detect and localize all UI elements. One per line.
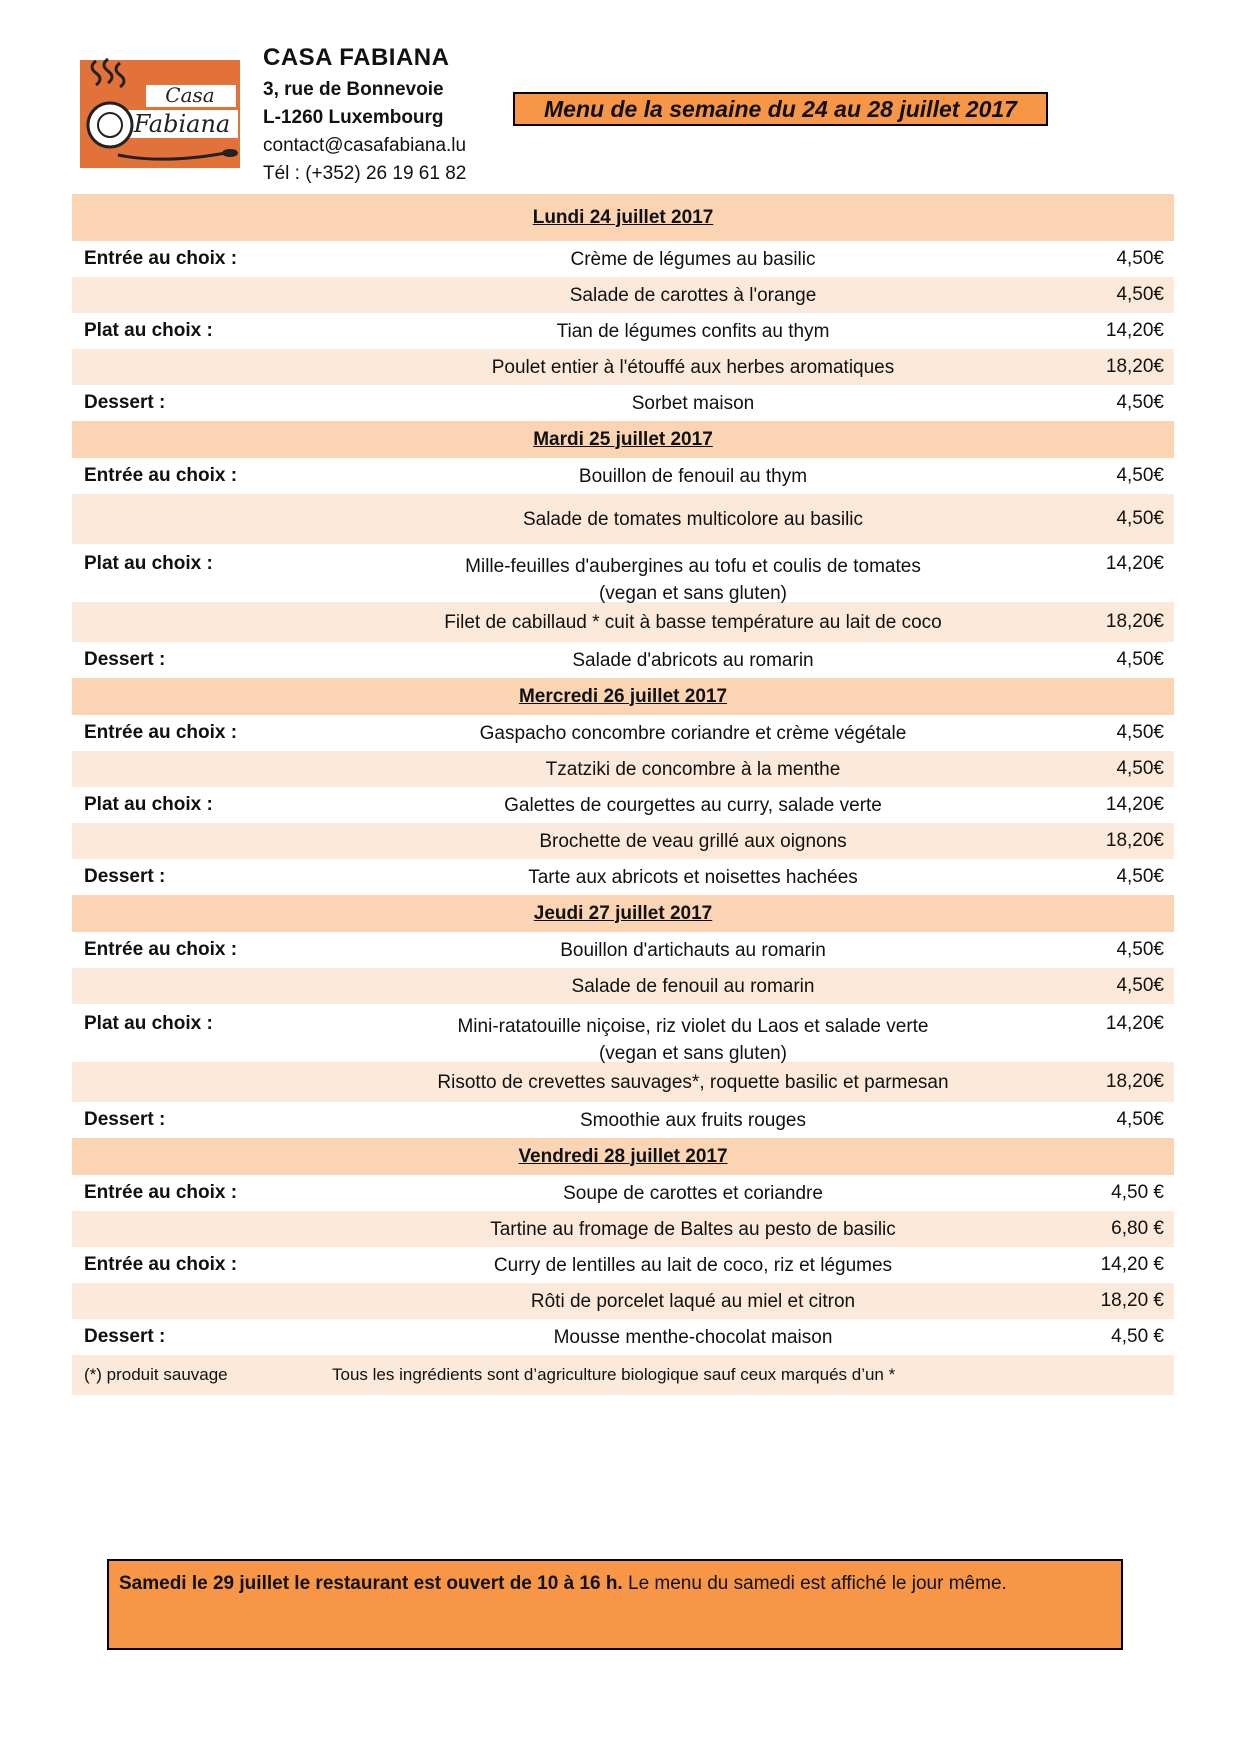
- dish-price: 6,80 €: [1111, 1218, 1164, 1239]
- dish-name: [332, 246, 1054, 273]
- dish-line: Soupe de carottes et coriandre: [563, 1182, 823, 1204]
- address-line-2: L-1260 Luxembourg: [263, 107, 444, 128]
- dish-line: Tzatziki de concombre à la menthe: [545, 758, 841, 780]
- dish-price: 4,50€: [1116, 758, 1164, 779]
- dish-name: [332, 463, 1054, 490]
- dish-line: Crème de légumes au basilic: [570, 248, 816, 270]
- dish-name: [332, 354, 1054, 381]
- menu-row: [72, 932, 1174, 968]
- course-label: Dessert :: [84, 866, 166, 887]
- dish-price: 14,20€: [1105, 320, 1164, 341]
- menu-row: [72, 751, 1174, 787]
- dish-price: 4,50€: [1116, 284, 1164, 305]
- dish-price: 14,20€: [1105, 1013, 1164, 1034]
- dish-line: Salade d'abricots au romarin: [572, 649, 814, 671]
- dish-price: 18,20€: [1105, 356, 1164, 377]
- dish-price: 4,50€: [1116, 866, 1164, 887]
- saturday-notice-bold: Samedi le 29 juillet le restaurant est ouvert de 10 à 16 h.: [119, 1573, 623, 1594]
- menu-row: [72, 1283, 1174, 1319]
- footnote-organic: Tous les ingrédients sont d’agriculture biologique sauf ceux marqués d’un *: [332, 1365, 896, 1384]
- dish-line: Salade de carottes à l'orange: [569, 284, 817, 306]
- dish-price: 4,50€: [1116, 248, 1164, 269]
- course-label: Entrée au choix :: [84, 1182, 238, 1203]
- dish-name: [332, 1069, 1054, 1096]
- menu-row: [72, 1102, 1174, 1138]
- dish-name: [332, 318, 1054, 345]
- dish-name: [332, 1107, 1054, 1134]
- dish-price: 14,20 €: [1100, 1254, 1164, 1275]
- saturday-notice-text: Le menu du samedi est affiché le jour même.: [622, 1573, 1007, 1594]
- menu-row: [72, 1319, 1174, 1355]
- dish-name: [332, 1288, 1054, 1315]
- dish-name: [332, 973, 1054, 1000]
- course-label: Dessert :: [84, 392, 166, 413]
- dish-line: Smoothie aux fruits rouges: [579, 1109, 806, 1131]
- dish-price: 4,50 €: [1111, 1326, 1164, 1347]
- dish-name: [332, 1324, 1054, 1351]
- dish-line: Curry de lentilles au lait de coco, riz et légumes: [493, 1254, 893, 1276]
- dish-name: [332, 609, 1054, 636]
- menu-row: [72, 458, 1174, 494]
- dish-price: 4,50€: [1116, 465, 1164, 486]
- day-header: Lundi 24 juillet 2017: [72, 194, 1174, 241]
- dish-price: 18,20€: [1105, 830, 1164, 851]
- dish-line: Filet de cabillaud * cuit à basse température au lait de coco: [444, 611, 942, 633]
- menu-row: [72, 1247, 1174, 1283]
- day-header: Vendredi 28 juillet 2017: [72, 1138, 1174, 1175]
- course-label: Entrée au choix :: [84, 1254, 238, 1275]
- dish-price: 4,50€: [1116, 975, 1164, 996]
- dish-line: Sorbet maison: [631, 392, 755, 414]
- dish-price: 14,20€: [1105, 794, 1164, 815]
- course-label: Plat au choix :: [84, 320, 213, 341]
- course-label: Entrée au choix :: [84, 248, 238, 269]
- course-label: Dessert :: [84, 1326, 166, 1347]
- dish-name: [332, 828, 1054, 855]
- menu-row: [72, 349, 1174, 385]
- dish-name: [332, 282, 1054, 309]
- course-label: Entrée au choix :: [84, 722, 238, 743]
- menu-row: [72, 494, 1174, 544]
- dish-price: 18,20€: [1105, 611, 1164, 632]
- dish-line: Mille-feuilles d'aubergines au tofu et coulis de tomates: [465, 556, 921, 577]
- menu-row: [72, 823, 1174, 859]
- week-title: Menu de la semaine du 24 au 28 juillet 2017: [513, 92, 1048, 126]
- course-label: Plat au choix :: [84, 553, 213, 574]
- dish-name: [332, 1216, 1054, 1243]
- dish-price: 4,50€: [1116, 1109, 1164, 1130]
- dish-name: [332, 1180, 1054, 1207]
- dish-line: Galettes de courgettes au curry, salade verte: [504, 794, 882, 816]
- menu-row: [72, 1175, 1174, 1211]
- footnote-wild-product: (*) produit sauvage: [84, 1365, 228, 1384]
- dish-price: 4,50€: [1116, 939, 1164, 960]
- address-line-1: 3, rue de Bonnevoie: [263, 79, 444, 100]
- dish-name: [332, 720, 1054, 747]
- dish-line: Gaspacho concombre coriandre et crème végétale: [479, 722, 907, 744]
- dish-line: Salade de tomates multicolore au basilic: [522, 508, 864, 530]
- restaurant-info: [263, 44, 523, 188]
- menu-row: [72, 1004, 1174, 1062]
- dish-name: [332, 506, 1054, 533]
- dish-name: [332, 756, 1054, 783]
- logo-text-top: Casa: [165, 83, 215, 107]
- dish-line: Brochette de veau grillé aux oignons: [539, 830, 847, 852]
- course-label: Entrée au choix :: [84, 465, 238, 486]
- dish-price: 18,20 €: [1100, 1290, 1164, 1311]
- dish-name: [332, 390, 1054, 417]
- dish-line: Tartine au fromage de Baltes au pesto de basilic: [490, 1218, 896, 1240]
- dish-price: 4,50€: [1116, 508, 1164, 529]
- dish-line: (vegan et sans gluten): [598, 583, 787, 604]
- dish-name: [332, 647, 1054, 674]
- menu-row: [72, 544, 1174, 602]
- day-header: Mardi 25 juillet 2017: [72, 421, 1174, 458]
- weekly-menu-table: [72, 194, 1174, 1395]
- menu-row: [72, 313, 1174, 349]
- dish-line: (vegan et sans gluten): [598, 1043, 787, 1064]
- dish-line: Mousse menthe-chocolat maison: [553, 1326, 833, 1348]
- dish-price: 14,20€: [1105, 553, 1164, 574]
- footnote-row: [72, 1355, 1174, 1395]
- dish-name: [332, 864, 1054, 891]
- dish-price: 18,20€: [1105, 1071, 1164, 1092]
- dish-name: [332, 553, 1054, 607]
- dish-price: 4,50 €: [1111, 1182, 1164, 1203]
- menu-row: [72, 715, 1174, 751]
- menu-row: [72, 859, 1174, 895]
- course-label: Plat au choix :: [84, 794, 213, 815]
- dish-name: [332, 1013, 1054, 1067]
- phone-text: Tél : (+352) 26 19 61 82: [263, 163, 467, 184]
- course-label: Plat au choix :: [84, 1013, 213, 1034]
- menu-row: [72, 277, 1174, 313]
- day-header: Mercredi 26 juillet 2017: [72, 678, 1174, 715]
- casa-fabiana-logo: [78, 55, 243, 171]
- dish-name: [332, 792, 1054, 819]
- menu-row: [72, 968, 1174, 1004]
- course-label: Entrée au choix :: [84, 939, 238, 960]
- menu-row: [72, 787, 1174, 823]
- menu-row: [72, 642, 1174, 678]
- dish-line: Bouillon de fenouil au thym: [578, 465, 808, 487]
- menu-row: [72, 385, 1174, 421]
- dish-line: Bouillon d'artichauts au romarin: [560, 939, 826, 961]
- dish-line: Poulet entier à l'étouffé aux herbes aromatiques: [491, 356, 895, 378]
- logo-text-bottom: Fabiana: [133, 110, 231, 138]
- dish-name: [332, 1252, 1054, 1279]
- menu-row: [72, 602, 1174, 642]
- dish-name: [332, 937, 1054, 964]
- course-label: Dessert :: [84, 649, 166, 670]
- dish-line: Tarte aux abricots et noisettes hachées: [528, 866, 858, 888]
- email-text: contact@casafabiana.lu: [263, 135, 467, 156]
- dish-price: 4,50€: [1116, 649, 1164, 670]
- dish-line: Mini-ratatouille niçoise, riz violet du Laos et salade verte: [457, 1016, 929, 1037]
- day-header: Jeudi 27 juillet 2017: [72, 895, 1174, 932]
- dish-price: 4,50€: [1116, 722, 1164, 743]
- menu-row: [72, 241, 1174, 277]
- course-label: Dessert :: [84, 1109, 166, 1130]
- restaurant-name: CASA FABIANA: [263, 44, 450, 71]
- dish-line: Salade de fenouil au romarin: [571, 975, 815, 997]
- saturday-notice: [107, 1559, 1123, 1650]
- menu-row: [72, 1211, 1174, 1247]
- dish-line: Risotto de crevettes sauvages*, roquette basilic et parmesan: [437, 1071, 949, 1093]
- menu-row: [72, 1062, 1174, 1102]
- dish-price: 4,50€: [1116, 392, 1164, 413]
- dish-line: Rôti de porcelet laqué au miel et citron: [530, 1290, 856, 1312]
- dish-line: Tian de légumes confits au thym: [556, 320, 830, 342]
